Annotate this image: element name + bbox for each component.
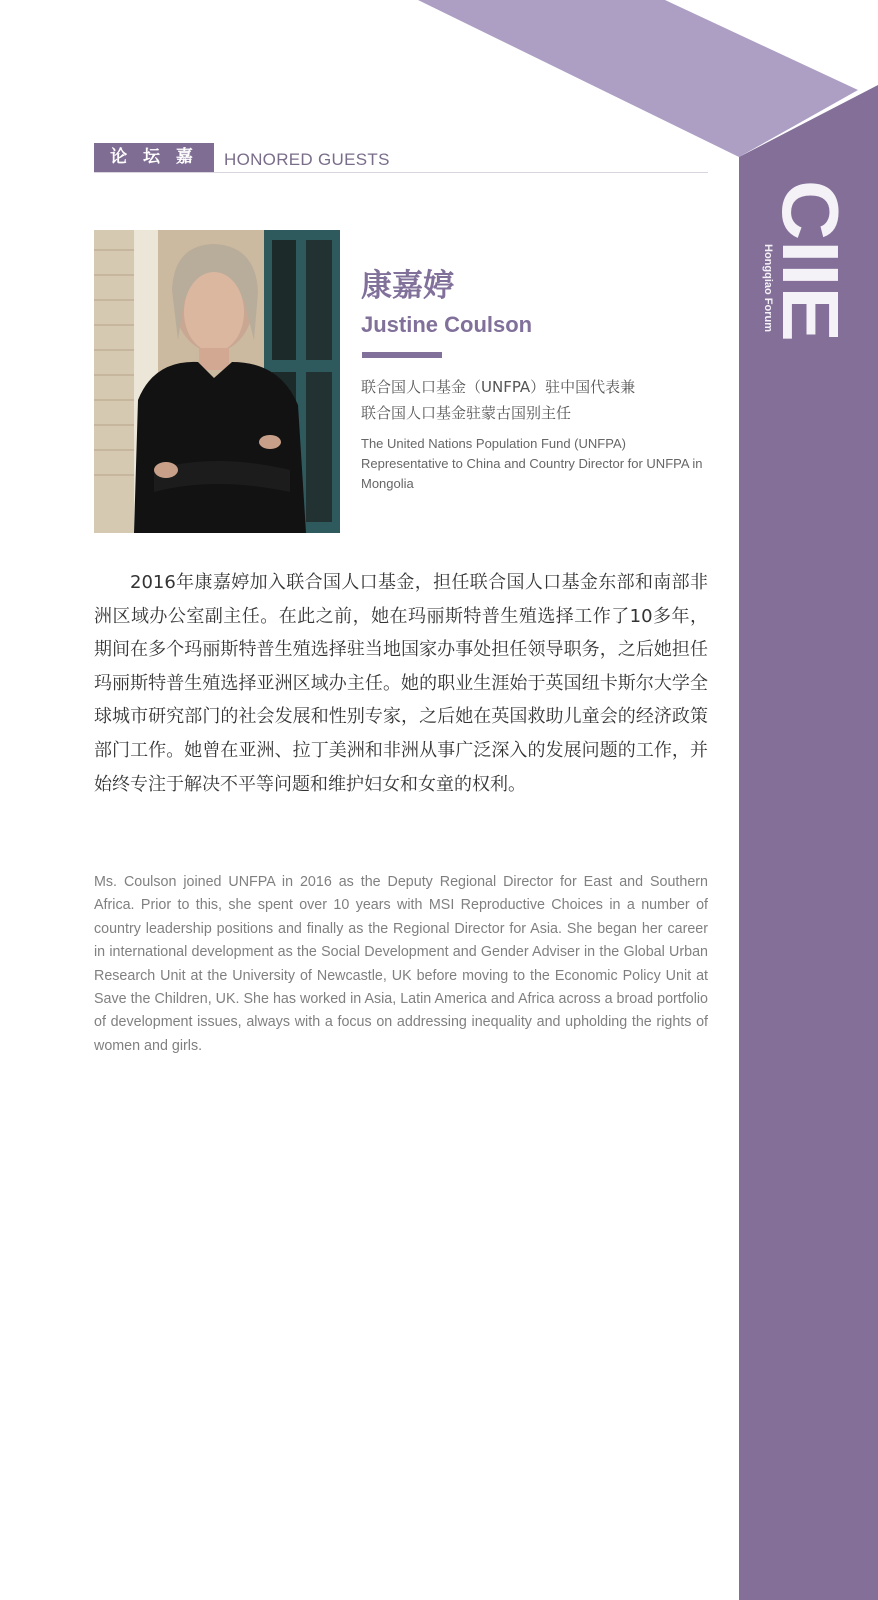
bio-chinese: 2016年康嘉婷加入联合国人口基金，担任联合国人口基金东部和南部非洲区域办公室副主任。在此之前，她在玛丽斯特普生殖选择工作了10多年，期间在多个玛丽斯特普生殖选择驻当地国家办事处担任领导职务，之后她担任玛丽斯特普生殖选择亚洲区域办主任。她的职业生涯始于英国纽卡斯尔大学全球城市研究部门的社会发展和性别专家，之后她在英国救助儿童会的经济政策部门工作。她曾在亚洲、拉丁美洲和非洲从事广泛深入的发展问题的工作，并始终专注于解决不平等问题和维护妇女和女童的权利。: [94, 572, 708, 795]
header-divider: [94, 172, 708, 173]
guest-name-en: Justine Coulson: [361, 312, 533, 337]
guest-portrait: [94, 230, 340, 533]
guest-title-en: The United Nations Population Fund (UNFPA) Representative to China and Country Director for UNFPA in Mongolia: [361, 436, 703, 491]
name-accent-bar: [362, 352, 442, 358]
section-label: HONORED GUESTS: [224, 150, 390, 169]
section-tag: 论 坛 嘉 宾: [94, 143, 214, 172]
bio-english: Ms. Coulson joined UNFPA in 2016 as the Deputy Regional Director for East and Southern Africa. Prior to this, she spent over 10 years with MSI Reproductive Choices in a number of country leadership positions and finally as the Regional Director for Asia. She began her career in international development as the Social Development and Gender Adviser in the Global Urban Research Unit at the University of Newcastle, UK before moving to the Economic Policy Unit at Save the Children, UK. She has worked in Asia, Latin America and Africa across a broad portfolio of development issues, always with a focus on addressing inequality and upholding the rights of women and girls.: [94, 874, 708, 1054]
guest-title-cn-line1: 联合国人口基金（UNFPA）驻中国代表兼: [361, 378, 636, 396]
ciie-brand: [745, 180, 845, 360]
guest-title-cn: [361, 374, 721, 426]
guest-name-cn: 康嘉婷: [361, 268, 454, 304]
section-header: [94, 143, 708, 196]
ciie-logo: CIIE: [766, 180, 845, 336]
guest-title-cn-line2: 联合国人口基金驻蒙古国别主任: [361, 404, 572, 422]
hongqiao-forum-label: Hongqiao Forum: [762, 244, 774, 332]
